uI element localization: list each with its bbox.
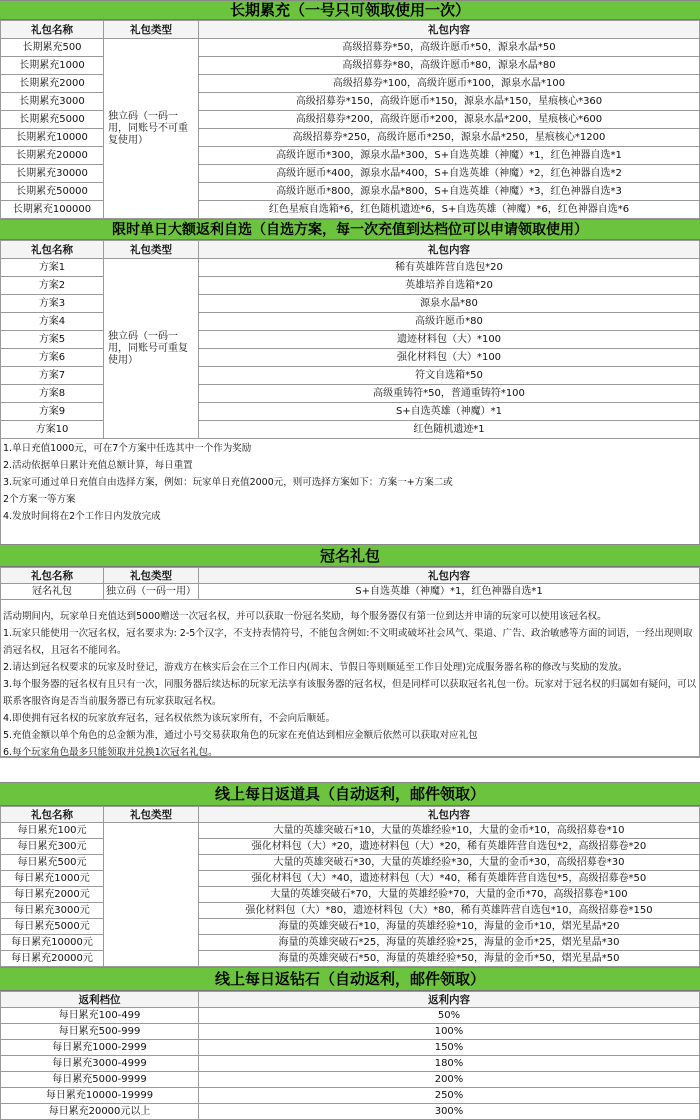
row-name: 方案1	[1, 259, 104, 277]
row-content: 稀有英雄阵营自选包*20	[199, 259, 700, 277]
row-name: 长期累充30000	[1, 165, 104, 183]
row-name: 方案4	[1, 313, 104, 331]
col-header-content: 礼包内容	[199, 807, 700, 823]
row-name: 每日累充1000元	[1, 871, 104, 887]
row-content: 250%	[199, 1088, 700, 1104]
section-title: 线上每日返道具（自动返利，邮件领取）	[0, 782, 700, 806]
table-row	[1, 1008, 700, 1024]
row-name: 每日累充500元	[1, 855, 104, 871]
row-name: 每日累充500-999	[1, 1024, 199, 1040]
row-name: 每日累充5000-9999	[1, 1072, 199, 1088]
note-line: 2.活动依据单日累计充值总额计算，每日重置	[3, 460, 193, 471]
row-name: 每日累充20000元	[1, 951, 104, 967]
row-name: 每日累充10000-19999	[1, 1088, 199, 1104]
row-name: 冠名礼包	[1, 584, 104, 600]
note-line: 3.玩家可通过单日充值自由选择方案，例如：玩家单日充值2000元，则可选择方案如下：方案一+方案二或	[3, 477, 453, 488]
row-name: 方案6	[1, 349, 104, 367]
row-content: 英雄培养自选箱*20	[199, 277, 700, 295]
row-name: 每日累充3000-4999	[1, 1056, 199, 1072]
row-content: 高级招募券*250，高级许愿币*250，源泉水晶*250，星痕核心*1200	[199, 129, 700, 147]
table-row	[1, 1024, 700, 1040]
table-row	[1, 584, 700, 600]
col-header-type: 礼包类型	[104, 241, 199, 259]
section-title: 限时单日大额返利自选（自选方案，每一次充值到达档位可以申请领取使用）	[0, 219, 700, 240]
row-content: 180%	[199, 1056, 700, 1072]
section-title: 冠名礼包	[0, 544, 700, 567]
col-header-type: 礼包类型	[104, 568, 199, 584]
section-title: 长期累充（一号只可领取使用一次）	[0, 0, 700, 20]
row-content: 遗迹材料包（大）*100	[199, 331, 700, 349]
row-content: 海量的英雄突破石*50，海量的英雄经验*50，海量的金币*50，熠光星晶*50	[199, 951, 700, 967]
col-header-content: 礼包内容	[199, 21, 700, 39]
row-content: 50%	[199, 1008, 700, 1024]
row-content: 高级招募券*50，高级许愿币*50，源泉水晶*50	[199, 39, 700, 57]
section-daily-choice	[0, 219, 700, 544]
row-content: 高级招募券*100，高级许愿币*100，源泉水晶*100	[199, 75, 700, 93]
daily-choice-table	[0, 240, 700, 439]
note-line: 4.即使拥有冠名权的玩家放弃冠名，冠名权依然为该玩家所有，不会向后顺延。	[3, 713, 336, 724]
row-name: 方案7	[1, 367, 104, 385]
long-term-table	[0, 20, 700, 219]
table-row	[1, 1056, 700, 1072]
note-line: 3.每个服务器的冠名权有且只有一次，同服务器后续达标的玩家无法享有该服务器的冠名权，但是同样可以获取冠名礼包一份。玩家对于冠名权的归属如有疑问，可以联系客服咨询是否当前服务器已有玩家获取冠名权。	[3, 679, 697, 707]
note-line: 6.每个玩家角色最多只能领取并兑换1次冠名礼包。	[3, 747, 218, 758]
row-name: 长期累充1000	[1, 57, 104, 75]
row-name: 每日累充100-499	[1, 1008, 199, 1024]
row-type: 独立码（一码一用，同账号可重复使用）	[104, 259, 199, 439]
row-name: 长期累充5000	[1, 111, 104, 129]
row-name: 长期累充10000	[1, 129, 104, 147]
section-long-term-recharge	[0, 0, 700, 219]
row-content: 高级许愿币*300，源泉水晶*300，S+自选英雄（神魔）*1，红色神器自选*1	[199, 147, 700, 165]
row-content: 强化材料包（大）*100	[199, 349, 700, 367]
table-row	[1, 1104, 700, 1120]
row-name: 每日累充3000元	[1, 903, 104, 919]
row-content: 大量的英雄突破石*70，大量的英雄经验*70，大量的金币*70，高级招募卷*100	[199, 887, 700, 903]
note-line: 4.发放时间将在2个工作日内发放完成	[3, 511, 161, 522]
row-content: 强化材料包（大）*80，遗迹材料包（大）*80，稀有英雄阵营自选包*10，高级招募卷*150	[199, 903, 700, 919]
row-content: 强化材料包（大）*20，遗迹材料包（大）*20，稀有英雄阵营自选包*2，高级招募卷*20	[199, 839, 700, 855]
row-name: 每日累充300元	[1, 839, 104, 855]
row-name: 每日累充2000元	[1, 887, 104, 903]
row-content: 大量的英雄突破石*30，大量的英雄经验*30，大量的金币*30，高级招募卷*30	[199, 855, 700, 871]
row-type: 独立码（一码一用）	[104, 584, 199, 600]
row-content: 红色随机遗迹*1	[199, 421, 700, 439]
col-header-type: 礼包类型	[104, 21, 199, 39]
col-header-name: 礼包名称	[1, 241, 104, 259]
col-header-content: 礼包内容	[199, 568, 700, 584]
col-header-tier: 返利档位	[1, 992, 199, 1008]
row-content: 高级许愿币*400，源泉水晶*400，S+自选英雄（神魔）*2，红色神器自选*2	[199, 165, 700, 183]
row-name: 方案10	[1, 421, 104, 439]
section-naming-pack	[0, 544, 700, 782]
table-row	[1, 1040, 700, 1056]
col-header-content: 礼包内容	[199, 241, 700, 259]
naming-table	[0, 567, 700, 600]
row-content: 300%	[199, 1104, 700, 1120]
row-content: 150%	[199, 1040, 700, 1056]
row-name: 每日累充10000元	[1, 935, 104, 951]
row-name: 长期累充100000	[1, 201, 104, 219]
row-content: 海量的英雄突破石*10，海量的英雄经验*10，海量的金币*10，熠光星晶*20	[199, 919, 700, 935]
row-name: 方案3	[1, 295, 104, 313]
row-content: 海量的英雄突破石*25，海量的英雄经验*25，海量的金币*25，熠光星晶*30	[199, 935, 700, 951]
row-name: 长期累充3000	[1, 93, 104, 111]
note-line: 活动期间内，玩家单日充值达到5000赠送一次冠名权，并可以获取一份冠名奖励，每个服务器仅有第一位到达并申请的玩家可以使用该冠名权。	[3, 611, 607, 622]
section-title: 线上每日返钻石（自动返利，邮件领取）	[0, 967, 700, 991]
row-name: 方案8	[1, 385, 104, 403]
row-type	[104, 823, 199, 967]
row-content: S+自选英雄（神魔）*1	[199, 403, 700, 421]
col-header-rebate: 返利内容	[199, 992, 700, 1008]
table-row	[1, 1088, 700, 1104]
row-content: 高级招募券*200，高级许愿币*200，源泉水晶*200，星痕核心*600	[199, 111, 700, 129]
table-row	[1, 1072, 700, 1088]
row-name: 长期累充500	[1, 39, 104, 57]
naming-notes	[0, 600, 700, 757]
row-content: 高级许愿币*80	[199, 313, 700, 331]
col-header-name: 礼包名称	[1, 21, 104, 39]
row-content: 大量的英雄突破石*10，大量的英雄经验*10，大量的金币*10，高级招募卷*10	[199, 823, 700, 839]
row-name: 每日累充1000-2999	[1, 1040, 199, 1056]
row-content: 100%	[199, 1024, 700, 1040]
row-name: 方案9	[1, 403, 104, 421]
row-content: 强化材料包（大）*40，遗迹材料包（大）*40，稀有英雄阵营自选包*5，高级招募卷*50	[199, 871, 700, 887]
row-name: 方案2	[1, 277, 104, 295]
daily-diamonds-table	[0, 991, 700, 1120]
row-content: S+自选英雄（神魔）*1，红色神器自选*1	[199, 584, 700, 600]
row-type: 独立码（一码一用，同账号不可重复使用）	[104, 39, 199, 219]
daily-choice-notes	[0, 439, 700, 544]
note-line: 1.玩家只能使用一次冠名权，冠名要求为: 2-5个汉字，不支持表情符号，不能包含例如:不文明或破坏社会风气、渠道、广告、政治敏感等方面的词语，一经出现则取消冠名权，且冠名不能同名。	[3, 628, 693, 656]
row-content: 高级重铸符*50，普通重铸符*100	[199, 385, 700, 403]
row-name: 每日累充5000元	[1, 919, 104, 935]
col-header-name: 礼包名称	[1, 568, 104, 584]
table-row	[1, 259, 700, 277]
row-content: 高级许愿币*800，源泉水晶*800，S+自选英雄（神魔）*3，红色神器自选*3	[199, 183, 700, 201]
row-name: 方案5	[1, 331, 104, 349]
note-line: 1.单日充值1000元，可在7个方案中任选其中一个作为奖励	[3, 443, 252, 454]
row-content: 符文自选箱*50	[199, 367, 700, 385]
section-daily-items	[0, 782, 700, 967]
note-line: 2.请达到冠名权要求的玩家及时登记，游戏方在核实后会在三个工作日内(周末、节假日等则顺延至工作日处理)完成服务器名称的修改与奖励的发放。	[3, 662, 628, 673]
table-row	[1, 823, 700, 839]
row-content: 源泉水晶*80	[199, 295, 700, 313]
row-content: 红色星痕自选箱*6，红色随机遗迹*6，S+自选英雄（神魔）*6，红色神器自选*6	[199, 201, 700, 219]
row-content: 高级招募券*150，高级许愿币*150，源泉水晶*150，星痕核心*360	[199, 93, 700, 111]
row-name: 长期累充2000	[1, 75, 104, 93]
row-content: 高级招募券*80，高级许愿币*80，源泉水晶*80	[199, 57, 700, 75]
row-name: 长期累充50000	[1, 183, 104, 201]
note-line: 2个方案一等方案	[3, 494, 76, 505]
row-name: 每日累充100元	[1, 823, 104, 839]
row-content: 200%	[199, 1072, 700, 1088]
section-daily-diamonds	[0, 967, 700, 1120]
table-row	[1, 39, 700, 57]
note-line: 5.充值金额以单个角色的总金额为准，通过小号交易获取角色的玩家在充值达到相应金额后依然可以获取对应礼包	[3, 730, 478, 741]
row-name: 长期累充20000	[1, 147, 104, 165]
daily-items-table	[0, 806, 700, 967]
row-name: 每日累充20000元以上	[1, 1104, 199, 1120]
col-header-name: 礼包名称	[1, 807, 104, 823]
col-header-type: 礼包类型	[104, 807, 199, 823]
